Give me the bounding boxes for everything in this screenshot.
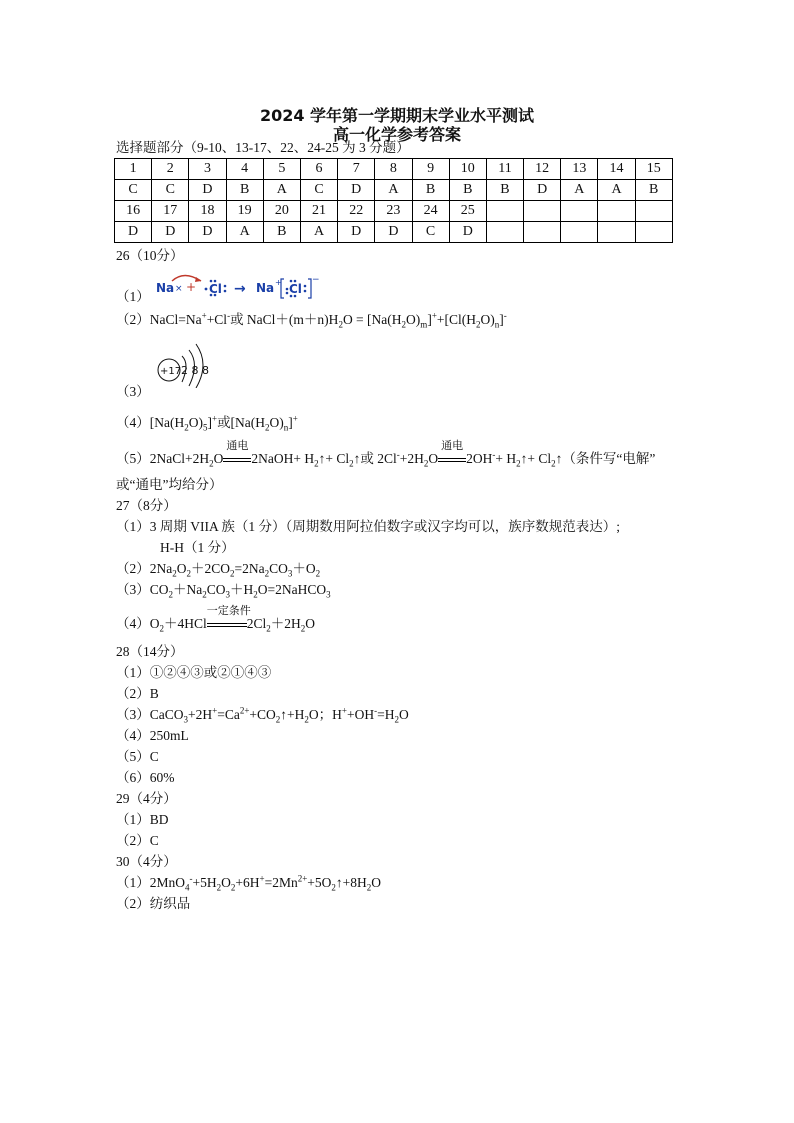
answer-cell: A — [263, 180, 300, 201]
answer-cell — [486, 222, 523, 243]
question-number-cell: 3 — [189, 159, 226, 180]
q26-part2: （2）NaCl=Na++Cl-或 $NaCl+(m+n)H_2O = [Na(H_2O)_m]^++[Cl(H_2O)_n]^-$ — [116, 310, 507, 330]
answer-cell: A — [561, 180, 598, 201]
q27-heading: 27（8分） — [116, 498, 177, 513]
q26-heading: 26（10分） — [116, 248, 184, 263]
question-number-cell: 20 — [263, 201, 300, 222]
question-number-row — [115, 159, 673, 180]
question-number-cell: 10 — [449, 159, 486, 180]
q27-part3: $(3)CO_2+Na_2CO_3+H_2O=2NaHCO_3$ — [116, 582, 331, 600]
answer-cell: B — [635, 180, 672, 201]
q28-part1: （1）①②④③或②①④③ — [116, 665, 272, 680]
question-number-cell: 6 — [300, 159, 337, 180]
answer-cell: B — [449, 180, 486, 201]
q30-part1: $(1)2MnO_4^-+5H_2O_2+6H^+=2Mn^{2+}+5O_2↑+8H_2O$ — [116, 873, 382, 893]
answer-cell: D — [338, 180, 375, 201]
answer-cell — [635, 222, 672, 243]
answer-cell: A — [300, 222, 337, 243]
question-number-cell — [524, 201, 561, 222]
answer-row — [115, 222, 673, 243]
question-number-cell: 22 — [338, 201, 375, 222]
question-number-cell: 2 — [152, 159, 189, 180]
electron-dot-diagram — [156, 268, 326, 304]
question-number-cell: 25 — [449, 201, 486, 222]
answer-cell: C — [115, 180, 152, 201]
na-ion-symbol: Na — [256, 281, 275, 295]
answer-cell: D — [152, 222, 189, 243]
answer-cell: D — [115, 222, 152, 243]
answer-cell: D — [189, 180, 226, 201]
question-number-cell: 4 — [226, 159, 263, 180]
question-number-cell: 18 — [189, 201, 226, 222]
answer-cell: A — [598, 180, 635, 201]
q26-part3-label: （3） — [116, 384, 150, 399]
electrolysis-condition-arrow-2: 通电 — [438, 450, 466, 468]
q26-part4: $(4)[Na(H_2O)_5]^+$或$[Na(H_2O)_n]^+$ — [116, 413, 298, 433]
q28-part2: （2）B — [116, 686, 159, 701]
q30-heading: 30（4分） — [116, 854, 177, 869]
question-number-cell: 21 — [300, 201, 337, 222]
mcq-section-label: 选择题部分（9-10、13-17、22、24-25 为 3 分题） — [116, 140, 410, 155]
answer-cell: B — [263, 222, 300, 243]
question-number-cell: 7 — [338, 159, 375, 180]
document-title: 2024 学年第一学期期末学业水平测试 — [259, 106, 535, 125]
question-number-cell — [486, 201, 523, 222]
svg-text:×: × — [175, 284, 183, 294]
question-number-row — [115, 201, 673, 222]
answer-cell: B — [226, 180, 263, 201]
answer-cell: C — [152, 180, 189, 201]
question-number-cell — [598, 201, 635, 222]
na-atom-symbol: Na — [156, 281, 175, 295]
answer-cell: D — [189, 222, 226, 243]
electron-shells: 2 8 8 — [181, 364, 209, 377]
q29-part2: （2）C — [116, 833, 159, 848]
question-number-cell: 19 — [226, 201, 263, 222]
question-number-cell: 5 — [263, 159, 300, 180]
svg-text:+: + — [275, 278, 282, 287]
answer-cell: B — [412, 180, 449, 201]
mcq-answer-table — [114, 158, 673, 243]
answer-row — [115, 180, 673, 201]
answer-cell — [598, 222, 635, 243]
answer-cell: D — [375, 222, 412, 243]
answer-cell — [524, 222, 561, 243]
q26-part5: $(5)2NaCl+2H_2O$ 通电 2NaOH+ $H_2↑+$ $Cl_2↑$或 $2Cl^-+2H_2O$ 通电 $2OH^-+ H_2↑+$ $Cl_2↑$（条件写“电解” — [116, 439, 656, 469]
answer-cell: B — [486, 180, 523, 201]
question-number-cell: 8 — [375, 159, 412, 180]
answer-cell: A — [375, 180, 412, 201]
question-number-cell: 23 — [375, 201, 412, 222]
chlorine-atom-structure-diagram — [155, 342, 225, 388]
q27-part2: $(2)2Na_2O_2+2CO_2=2Na_2CO_3+O_2$ — [116, 561, 321, 579]
question-number-cell: 12 — [524, 159, 561, 180]
q29-heading: 29（4分） — [116, 791, 177, 806]
answer-cell: C — [412, 222, 449, 243]
q28-heading: 28（14分） — [116, 644, 184, 659]
q30-part2: （2）纺织品 — [116, 896, 191, 911]
question-number-cell: 1 — [115, 159, 152, 180]
answer-cell: D — [449, 222, 486, 243]
q27-part1-bond: H-H（1 分） — [160, 540, 235, 555]
electrolysis-condition-arrow-1: 通电 — [223, 450, 251, 468]
document-subtitle: 高一化学参考答案 — [332, 125, 461, 144]
question-number-cell — [561, 201, 598, 222]
question-number-cell: 14 — [598, 159, 635, 180]
question-number-cell — [635, 201, 672, 222]
svg-text:−: − — [312, 275, 320, 285]
plus-sign: + — [186, 280, 197, 294]
answer-cell: C — [300, 180, 337, 201]
q28-part6: （6）60% — [116, 770, 175, 785]
question-number-cell: 11 — [486, 159, 523, 180]
q27-part1: （1）3 周期 VIIA 族（1 分）（周期数用阿拉伯数字或汉字均可以，族序数规范表达）; — [116, 519, 620, 534]
reaction-arrow: → — [234, 281, 246, 297]
q26-part5-note: 或“通电”均给分） — [116, 477, 223, 492]
cl-atom-symbol: Cl — [209, 282, 222, 296]
q28-part5: （5）C — [116, 749, 159, 764]
cl-ion-symbol: Cl — [289, 282, 302, 296]
question-number-cell: 13 — [561, 159, 598, 180]
answer-cell: D — [338, 222, 375, 243]
answer-cell: A — [226, 222, 263, 243]
question-number-cell: 17 — [152, 201, 189, 222]
nucleus-charge: +17 — [160, 366, 182, 377]
condition-arrow: 一定条件 — [207, 615, 247, 633]
question-number-cell: 15 — [635, 159, 672, 180]
question-number-cell: 9 — [412, 159, 449, 180]
question-number-cell: 16 — [115, 201, 152, 222]
q28-part3: $(3)CaCO_3+2H^+=Ca^{2+}+CO_2↑+H_2O$；$H^++OH^-=H_2O$ — [116, 705, 409, 725]
q29-part1: （1）BD — [116, 812, 169, 827]
q27-part4: $(4)O_2+4HCl$ 一定条件 $2Cl_2+2H_2O$ — [116, 604, 316, 634]
q26-part1-label: （1） — [116, 289, 150, 304]
answer-cell — [561, 222, 598, 243]
answer-cell: D — [524, 180, 561, 201]
question-number-cell: 24 — [412, 201, 449, 222]
q28-part4: （4）250mL — [116, 728, 189, 743]
